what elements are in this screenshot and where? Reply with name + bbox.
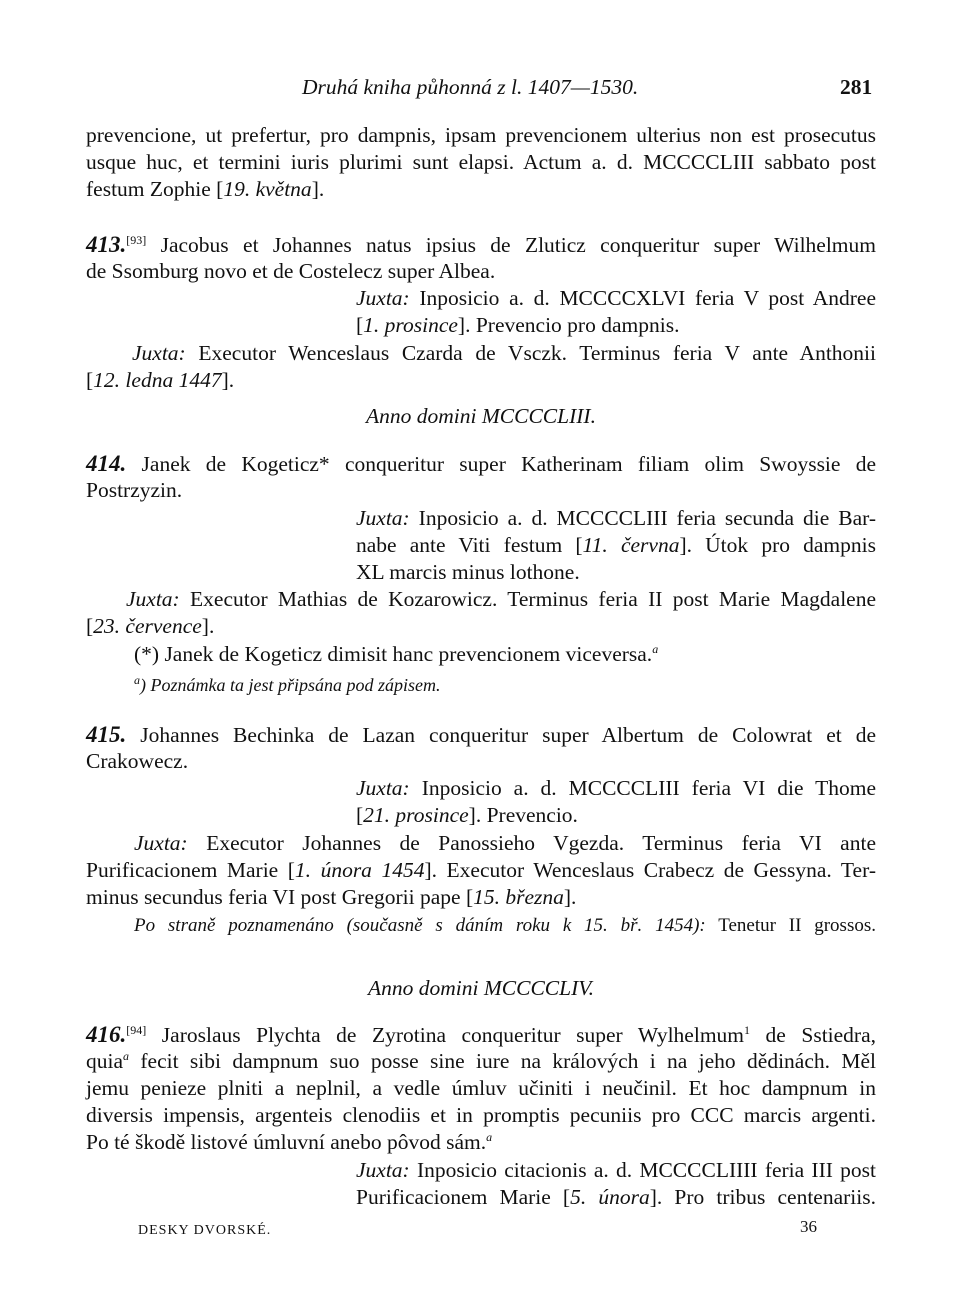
text-line: [23. července]. (86, 614, 215, 638)
text-line: 415. Johannes Bechinka de Lazan conqueritur super Albertum de Colowrat et de (86, 722, 876, 747)
date-note: 21. prosince (363, 803, 469, 827)
text-line: usque huc, et termini iuris plurimi sunt elapsi. Actum a. d. MCCCCLIII sabbato post (86, 150, 876, 174)
date-note: 23. července (93, 614, 202, 638)
juxta-inposicio-416 (356, 1157, 876, 1211)
date-note: 5. února (570, 1185, 650, 1209)
entry-415 (86, 721, 876, 775)
juxta-label: Juxta: (126, 587, 180, 611)
margin-note-415 (134, 912, 876, 939)
juxta-label: Juxta: (356, 1158, 410, 1182)
note-ref: a (486, 1129, 493, 1144)
text-line: Juxta: Inposicio a. d. MCCCCLIII feria VI die Thome (356, 776, 877, 800)
text-line: [21. prosince]. Prevencio. (356, 803, 578, 827)
entry-416 (86, 1021, 876, 1156)
text-line: Crakowecz. (86, 749, 189, 773)
juxta-executor-413 (86, 340, 876, 394)
juxta-inposicio-413 (356, 285, 876, 339)
footer-signature: DESKY DVORSKÉ. (138, 1223, 272, 1238)
text-line: jemu penieze plniti a neplnil, a vedle úmluv učiniti i neučinil. Et hoc dampnum in (86, 1076, 876, 1100)
text-line: [1. prosince]. Prevencio pro dampnis. (356, 313, 680, 337)
juxta-executor-414 (86, 586, 876, 640)
footer-sheet-number: 36 (800, 1217, 817, 1236)
running-header-title: Druhá kniha půhonná z l. 1407—1530. (302, 75, 639, 99)
text-line: Juxta: Inposicio citacionis a. d. MCCCCLIIII feria III post (356, 1158, 876, 1182)
text-line: prevencione, ut prefertur, pro dampnis, ipsam prevencionem ulterius non est prosecutus (86, 123, 876, 147)
juxta-executor-415 (86, 830, 876, 911)
asterisk-note-414 (134, 641, 876, 668)
text-line: Juxta: Inposicio a. d. MCCCCXLVI feria V post Andree (356, 286, 877, 310)
text-line: Po té škodě listové úmluvní anebo pôvod sám.$^a$ (86, 1129, 493, 1154)
text-line: Juxta: Executor Wenceslaus Czarda de Vsczk. Terminus feria V ante Anthonii (132, 341, 876, 365)
year-heading-1453: Anno domini MCCCCLIII. (366, 404, 596, 428)
juxta-label: Juxta: (356, 506, 410, 530)
text-line: festum Zophie [19. května]. (86, 177, 325, 201)
entry-number: 415. (86, 722, 127, 747)
text-line: quia$^a$ fecit sibi dampnum suo posse sine iure na králových i na jeho dědinách. Měl (86, 1048, 876, 1073)
date-note: 1. prosince (363, 313, 458, 337)
date-note: 1. února 1454 (294, 858, 425, 882)
text-line: Juxta: Inposicio a. d. MCCCCLIII feria secunda die Bar- (356, 506, 877, 530)
intro-paragraph (86, 122, 876, 203)
text-line: 414. Janek de Kogeticz* conqueritur super Katherinam filiam olim Swoyssie de (86, 451, 877, 476)
entry-414 (86, 450, 876, 504)
text-line: diversis impensis, argenteis clenodiis et in promptis pecuniis pro CCC marcis argenti. (86, 1103, 876, 1127)
year-heading-1454: Anno domini MCCCCLIV. (368, 976, 594, 1000)
footnote-ref: [94] (126, 1022, 147, 1037)
text-line: $^a$) Poznámka ta jest připsána pod zápisem. (134, 673, 441, 695)
text-line: nabe ante Viti festum [11. června]. Útok pro dampnis (356, 533, 876, 557)
entry-number: 416. (86, 1022, 127, 1047)
text-line: Juxta: Executor Mathias de Kozarowicz. Terminus feria II post Marie Magdalene (126, 587, 877, 611)
juxta-inposicio-415 (356, 775, 876, 829)
date-note: 19. května (223, 177, 312, 201)
date-note: 11. června (582, 533, 680, 557)
footnote-ref: 1 (744, 1022, 751, 1037)
date-note: 12. ledna 1447 (93, 368, 222, 392)
text-line: Po straně poznamenáno (současně s dáním roku k 15. bř. 1454): Tenetur II grossos. (134, 915, 876, 936)
page-number: 281 (840, 75, 873, 99)
juxta-label: Juxta: (356, 776, 410, 800)
juxta-inposicio-414 (356, 505, 876, 586)
entry-number: 413. (86, 232, 127, 257)
note-ref: a (123, 1048, 130, 1063)
juxta-label: Juxta: (356, 286, 410, 310)
text-line: de Ssomburg novo et de Costelecz super Albea. (86, 259, 496, 283)
date-note: 15. března (473, 885, 564, 909)
text-line: (*) Janek de Kogeticz dimisit hanc prevencionem viceversa.$^a$ (134, 641, 659, 666)
text-line: Purificacionem Marie [5. února]. Pro tribus centenariis. (356, 1185, 876, 1209)
text-line: 416.[94] Jaroslaus Plychta de Zyrotina conqueritur super Wylhelmum$^1$ de Sstiedra, (86, 1022, 877, 1047)
juxta-label: Juxta: (132, 341, 186, 365)
text-line: Juxta: Executor Johannes de Panossieho Vgezda. Terminus feria VI ante (134, 831, 876, 855)
note-ref: a (652, 641, 659, 656)
entry-413 (86, 231, 876, 285)
entry-number: 414. (86, 451, 127, 476)
text-line: [12. ledna 1447]. (86, 368, 235, 392)
text-line: minus secundus feria VI post Gregorii pape [15. března]. (86, 885, 577, 909)
text-line: Purificacionem Marie [1. února 1454]. Executor Wenceslaus Crabecz de Gessyna. Ter- (86, 858, 876, 882)
text-line: 413.[93] Jacobus et Johannes natus ipsius de Zluticz conqueritur super Wilhelmum (86, 232, 877, 257)
footnote-ref: [93] (126, 232, 147, 247)
editorial-footnote-414 (134, 672, 876, 699)
text-line: Postrzyzin. (86, 478, 183, 502)
text-line: XL marcis minus lothone. (356, 560, 580, 584)
juxta-label: Juxta: (134, 831, 188, 855)
